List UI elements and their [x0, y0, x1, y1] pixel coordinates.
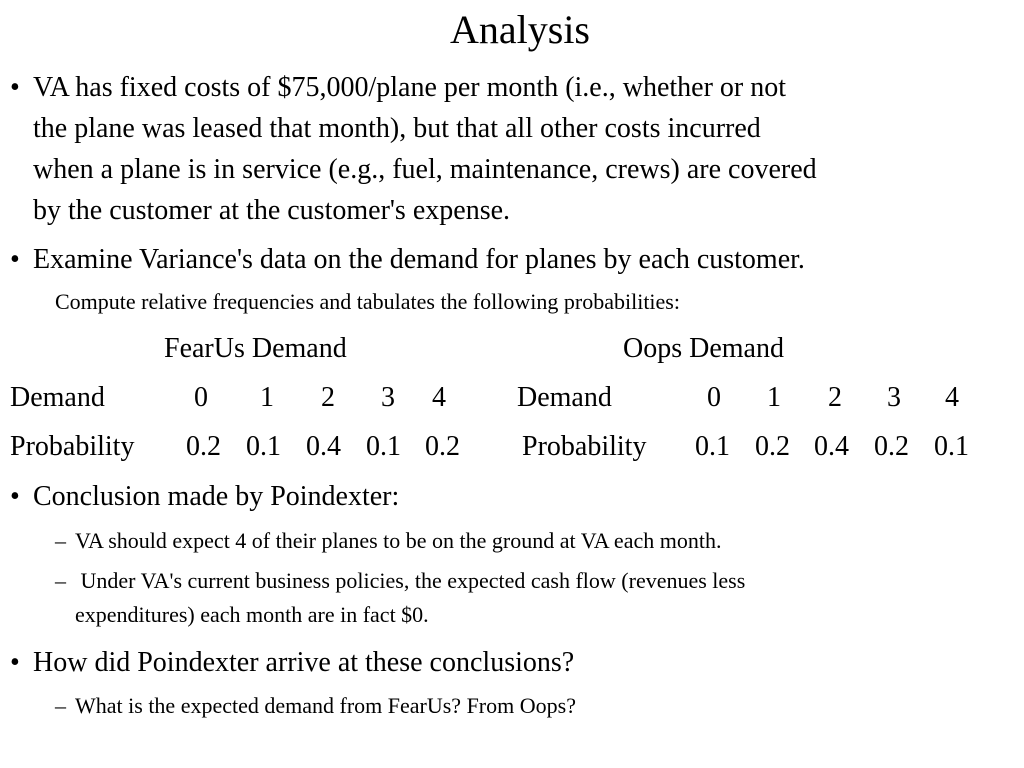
oops-demand-value: 2 — [828, 382, 842, 413]
fearus-demand-value: 2 — [321, 382, 335, 413]
oops-demand-value: 4 — [945, 382, 959, 413]
dash-marker: – — [55, 568, 66, 593]
oops-demand-value: 1 — [767, 382, 781, 413]
oops-demand-value: 3 — [887, 382, 901, 413]
fearus-demand-value: 4 — [432, 382, 446, 413]
bullet-marker: • — [10, 481, 20, 512]
fearus-demand-value: 1 — [260, 382, 274, 413]
fearus-demand-value: 0 — [194, 382, 208, 413]
bullet-fixed-costs-line-4: by the customer at the customer's expense. — [33, 195, 511, 226]
fearus-probability-value: 0.4 — [306, 431, 341, 462]
sub-expected-demand-question: What is the expected demand from FearUs? From Oops? — [75, 693, 576, 718]
bullet-marker: • — [10, 244, 20, 275]
sub-compute-frequencies: Compute relative frequencies and tabulates the following probabilities: — [55, 289, 680, 314]
oops-probability-label: Probability — [522, 431, 647, 462]
bullet-marker: • — [10, 647, 20, 678]
oops-probability-value: 0.2 — [755, 431, 790, 462]
bullet-conclusion: Conclusion made by Poindexter: — [33, 481, 400, 512]
oops-demand-value: 0 — [707, 382, 721, 413]
fearus-demand-heading: FearUs Demand — [164, 333, 347, 364]
oops-probability-value: 0.1 — [934, 431, 969, 462]
bullet-how-arrive: How did Poindexter arrive at these conclusions? — [33, 647, 575, 678]
slide-title: Analysis — [450, 7, 590, 52]
oops-demand-heading: Oops Demand — [623, 333, 784, 364]
bullet-fixed-costs-line-2: the plane was leased that month), but that all other costs incurred — [33, 113, 761, 144]
fearus-probability-value: 0.2 — [425, 431, 460, 462]
fearus-probability-value: 0.2 — [186, 431, 221, 462]
sub-cash-flow-line-2: expenditures) each month are in fact $0. — [75, 602, 429, 627]
dash-marker: – — [55, 528, 66, 553]
oops-probability-value: 0.1 — [695, 431, 730, 462]
fearus-probability-value: 0.1 — [366, 431, 401, 462]
oops-probability-value: 0.2 — [874, 431, 909, 462]
bullet-marker: • — [10, 72, 20, 103]
sub-cash-flow-line-1: Under VA's current business policies, the expected cash flow (revenues less — [75, 568, 746, 593]
fearus-demand-label: Demand — [10, 382, 105, 413]
bullet-fixed-costs-line-1: VA has fixed costs of $75,000/plane per month (i.e., whether or not — [33, 72, 787, 103]
fearus-probability-label: Probability — [10, 431, 135, 462]
bullet-fixed-costs-line-3: when a plane is in service (e.g., fuel, maintenance, crews) are covered — [33, 154, 817, 185]
fearus-probability-value: 0.1 — [246, 431, 281, 462]
dash-marker: – — [55, 693, 66, 718]
sub-expect-planes: VA should expect 4 of their planes to be on the ground at VA each month. — [75, 528, 722, 553]
oops-probability-value: 0.4 — [814, 431, 849, 462]
bullet-examine-data: Examine Variance's data on the demand for planes by each customer. — [33, 244, 805, 275]
oops-demand-label: Demand — [517, 382, 612, 413]
fearus-demand-value: 3 — [381, 382, 395, 413]
